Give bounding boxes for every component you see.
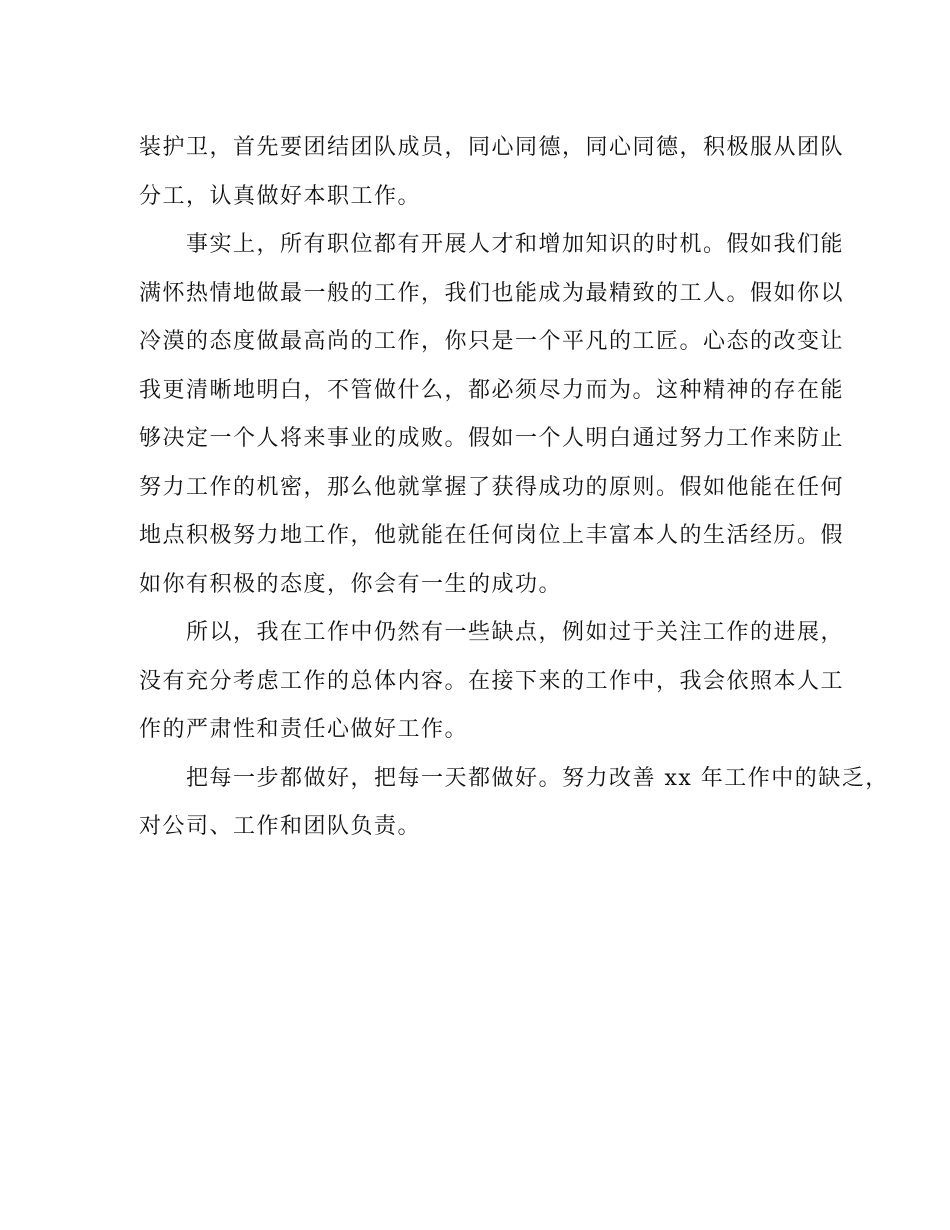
text-line: 如你有积极的态度，你会有一生的成功。 xyxy=(139,571,563,597)
text-line: 所以，我在工作中仍然有一些缺点，例如过于关注工作的进展， xyxy=(139,620,845,645)
text-line: 事实上，所有职位都有开展人才和增加知识的时机。假如我们能 xyxy=(139,232,845,257)
text-line: 作的严肃性和责任心做好工作。 xyxy=(139,717,469,742)
text-line: 我更清晰地明白，不管做什么，都必须尽力而为。这种精神的存在能 xyxy=(139,377,845,403)
text-line: 把每一步都做好，把每一天都做好。努力改善 xx 年工作中的缺乏， xyxy=(139,765,889,791)
text-line: 努力工作的机密，那么他就掌握了获得成功的原则。假如他能在任何 xyxy=(139,474,845,500)
document-body xyxy=(139,124,889,852)
text-line: 分工，认真做好本职工作。 xyxy=(139,183,422,209)
text-line: 地点积极努力地工作，他就能在任何岗位上丰富本人的生活经历。假 xyxy=(139,523,845,548)
paragraph-2 xyxy=(139,221,845,609)
text-line: 够决定一个人将来事业的成败。假如一个人明白通过努力工作来防止 xyxy=(139,426,845,451)
paragraph-3 xyxy=(139,609,845,755)
text-line: 没有充分考虑工作的总体内容。在接下来的工作中，我会依照本人工 xyxy=(139,668,845,694)
paragraph-4 xyxy=(139,755,889,852)
text-line: 满怀热情地做最一般的工作，我们也能成为最精致的工人。假如你以 xyxy=(139,280,845,306)
text-line: 冷漠的态度做最高尚的工作，你只是一个平凡的工匠。心态的改变让 xyxy=(139,329,845,354)
text-line: 装护卫，首先要团结团队成员，同心同德，同心同德，积极服从团队 xyxy=(139,135,845,160)
text-line: 对公司、工作和团队负责。 xyxy=(139,814,422,839)
paragraph-1 xyxy=(139,124,845,221)
